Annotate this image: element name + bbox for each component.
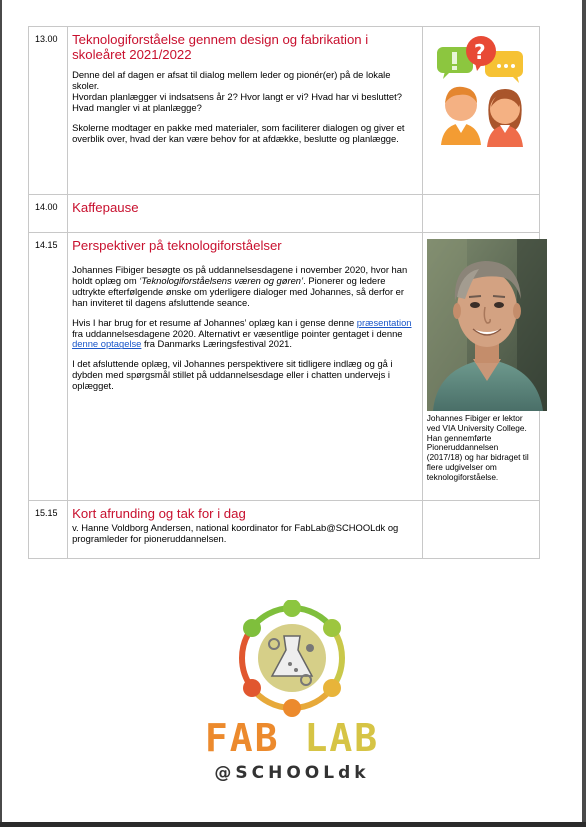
table-row [29,233,540,501]
agenda-paragraph: Skolerne modtager en pakke med materialer, som faciliterer dialogen og giver et overblik over, hvad der kan være behov for at afdække, beslutte og planlægge. [72,121,405,144]
agenda-time: 15.15 [35,508,58,518]
svg-text:?: ? [473,40,486,64]
agenda-time: 13.00 [35,34,58,44]
agenda-paragraph: Johannes Fibiger besøgte os på uddannelsesdagene i november 2020, hvor han holdt oplæg om ‘Teknologiforståelsens væren og gøren’. Pionerer og ledere udtrykte efterfølgende ønske om yderligere dialoger med Johannes, så derfor er han inviteret til dagens afsluttende seance. [72,264,408,308]
agenda-title: Teknologiforståelse gennem design og fabrikation i skoleåret 2021/2022 [72,32,369,62]
side-cell [422,501,539,559]
recording-link[interactable]: denne optagelse [72,338,142,350]
content-cell [68,195,423,233]
agenda-subtitle: v. Hanne Voldborg Andersen, national koordinator for FabLab@SCHOOLdk og programleder for pioneruddannelsen. [72,522,399,544]
logo-wordmark [202,716,382,784]
viewer-bottom-bar [0,822,586,827]
table-row [29,501,540,559]
agenda-title: Kaffepause [72,200,139,215]
content-cell [68,27,423,195]
time-cell [29,233,68,501]
side-cell [422,233,539,501]
fablab-logo-icon [202,600,382,720]
agenda-time: 14.15 [35,240,58,250]
photo-caption: Johannes Fibiger er lektor ved VIA University College. Han gennemførte Pioneruddannelsen (2017/18) og har bidraget til flere udgivelser om teknologiforståelse. [426,413,529,482]
agenda-title: Kort afrunding og tak for i dag [72,506,246,521]
logo-fablab-text: FAB LAB [204,716,380,760]
side-cell [422,195,539,233]
speaker-photo [427,239,547,411]
agenda-paragraph: Denne del af dagen er afsat til dialog mellem leder og pionér(er) på de lokale skoler. [72,69,391,91]
agenda-time: 14.00 [35,202,58,212]
agenda-paragraph: I det afsluttende oplæg, vil Johannes perspektivere sit tidligere indlæg og gå i dybden med spørgsmål stillet på uddannelsesdage eller i chatten undervejs i oplægget. [72,358,393,392]
table-row [29,27,540,195]
side-cell [422,27,539,195]
time-cell [29,501,68,559]
agenda-table [28,26,540,559]
table-row [29,195,540,233]
agenda-paragraph: Hvordan planlægger vi indsatsens år 2? Hvor langt er vi? Hvad har vi besluttet? Hvad mangler vi at planlægge? [72,90,402,113]
content-cell [68,233,423,501]
time-cell [29,27,68,195]
presentation-link[interactable]: præsentation [356,316,412,328]
agenda-paragraph: Hvis I har brug for et resume af Johannes’ oplæg kan i gense denne præsentation fra uddannelsesdagene 2020. Alternativt er væsentlige pointer gentaget i denne denne optagelse fra Danmarks Læringsfestival 2021. [72,316,412,350]
dialog-people-icon [429,33,533,157]
agenda-title: Perspektiver på teknologiforståelser [72,238,282,253]
logo-school-text: @SCHOOLdk [214,763,370,783]
content-cell [68,501,423,559]
time-cell [29,195,68,233]
document-page [2,0,582,822]
